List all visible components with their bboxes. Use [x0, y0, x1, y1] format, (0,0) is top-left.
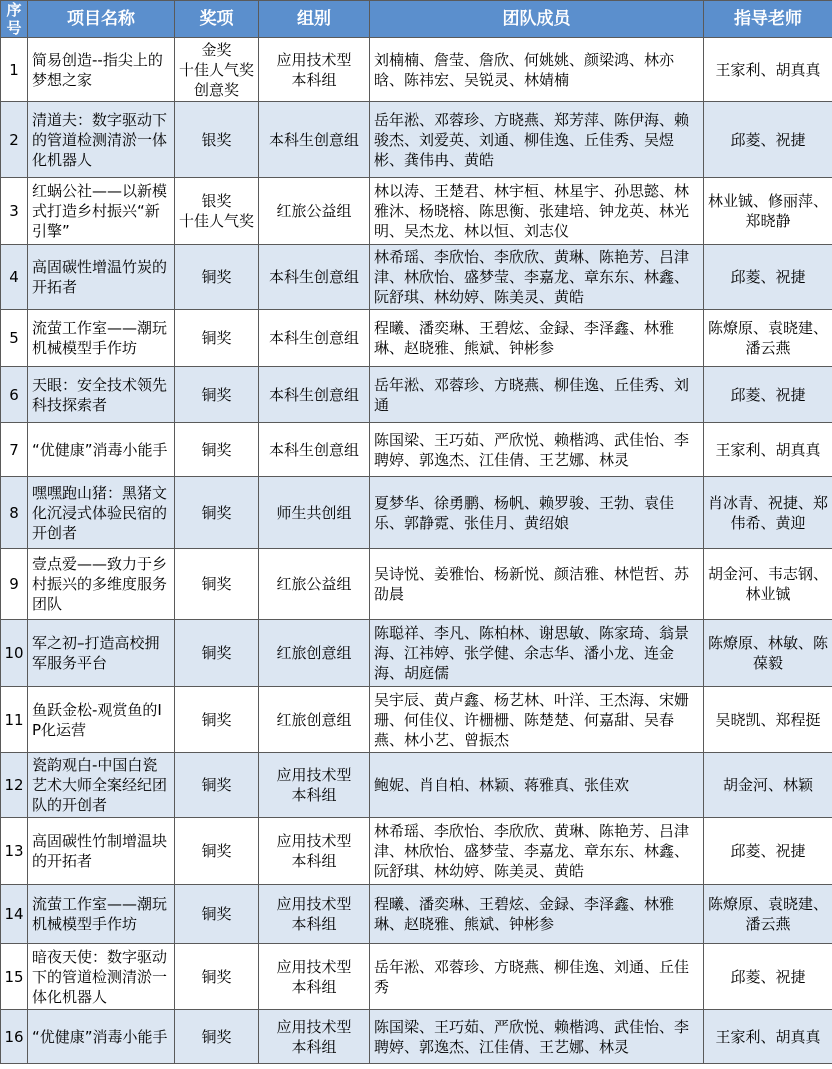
cell-group: 应用技术型 本科组 — [259, 818, 370, 885]
cell-advisors: 王家利、胡真真 — [704, 38, 832, 102]
cell-seq: 6 — [1, 367, 28, 423]
cell-seq: 14 — [1, 885, 28, 944]
cell-project-name: “优健康”消毒小能手 — [28, 423, 175, 477]
table-row — [1, 102, 832, 178]
cell-advisors: 邱菱、祝捷 — [704, 102, 832, 178]
cell-advisors: 邱菱、祝捷 — [704, 245, 832, 310]
cell-project-name: 红蜗公社——以新模式打造乡村振兴“新引擎” — [28, 178, 175, 245]
cell-project-name: 瓷韵观白-中国白瓷艺术大师全案经纪团队的开创者 — [28, 753, 175, 818]
cell-award: 铜奖 — [175, 687, 259, 753]
cell-project-name: 简易创造--指尖上的梦想之家 — [28, 38, 175, 102]
cell-team-members: 程曦、潘奕琳、王碧炫、金録、李泽鑫、林雅琳、赵晓雅、熊斌、钟彬参 — [370, 310, 704, 367]
cell-team-members: 林希瑶、李欣怡、李欣欣、黄琳、陈艳芳、吕津津、林欣怡、盛梦莹、李嘉龙、章东东、林鑫、阮舒琪、林幼婷、陈美灵、黄皓 — [370, 245, 704, 310]
table-row — [1, 620, 832, 687]
cell-team-members: 陈国梁、王巧茹、严欣悦、赖楷鸿、武佳怡、李聘婷、郭逸杰、江佳倩、王艺娜、林灵 — [370, 423, 704, 477]
cell-team-members: 岳年淞、邓蓉珍、方晓燕、郑芳萍、陈伊海、赖骏杰、刘爱英、刘通、柳佳逸、丘佳秀、吴煜彬、龚伟冉、黄皓 — [370, 102, 704, 178]
cell-award: 铜奖 — [175, 620, 259, 687]
header-award: 奖项 — [175, 1, 259, 38]
cell-group: 红旅公益组 — [259, 549, 370, 620]
header-project: 项目名称 — [28, 1, 175, 38]
cell-project-name: 嘿嘿跑山猪：黑猪文化沉浸式体验民宿的开创者 — [28, 477, 175, 549]
cell-team-members: 岳年淞、邓蓉珍、方晓燕、柳佳逸、丘佳秀、刘通 — [370, 367, 704, 423]
cell-advisors: 胡金河、林颖 — [704, 753, 832, 818]
cell-seq: 7 — [1, 423, 28, 477]
cell-group: 应用技术型 本科组 — [259, 885, 370, 944]
cell-project-name: 高固碳性增温竹炭的开拓者 — [28, 245, 175, 310]
cell-project-name: 暗夜天使：数字驱动下的管道检测清淤一体化机器人 — [28, 944, 175, 1010]
cell-advisors: 吴晓凯、郑程挺 — [704, 687, 832, 753]
header-seq: 序号 — [1, 1, 28, 38]
table-row — [1, 885, 832, 944]
cell-seq: 1 — [1, 38, 28, 102]
table-row — [1, 178, 832, 245]
cell-group: 本科生创意组 — [259, 367, 370, 423]
cell-team-members: 夏梦华、徐勇鹏、杨帆、赖罗骏、王勃、袁佳乐、郭静霓、张佳月、黄绍娘 — [370, 477, 704, 549]
cell-advisors: 邱菱、祝捷 — [704, 367, 832, 423]
cell-team-members: 刘楠楠、詹莹、詹欣、何姚姚、颜梁鸿、林亦晗、陈祎宏、吴锐灵、林婧楠 — [370, 38, 704, 102]
table-row — [1, 38, 832, 102]
cell-advisors: 林业铖、修丽萍、郑晓静 — [704, 178, 832, 245]
table-row — [1, 245, 832, 310]
cell-seq: 8 — [1, 477, 28, 549]
table-row — [1, 944, 832, 1010]
cell-team-members: 岳年淞、邓蓉珍、方晓燕、柳佳逸、刘通、丘佳秀 — [370, 944, 704, 1010]
cell-group: 红旅创意组 — [259, 687, 370, 753]
cell-team-members: 鲍妮、肖自柏、林颖、蒋雅真、张佳欢 — [370, 753, 704, 818]
cell-seq: 11 — [1, 687, 28, 753]
cell-group: 本科生创意组 — [259, 102, 370, 178]
cell-group: 红旅创意组 — [259, 620, 370, 687]
cell-award: 铜奖 — [175, 367, 259, 423]
cell-award: 铜奖 — [175, 818, 259, 885]
table-row — [1, 549, 832, 620]
cell-advisors: 陈燎原、林敏、陈葆毅 — [704, 620, 832, 687]
table-row — [1, 818, 832, 885]
cell-project-name: 高固碳性竹制增温块的开拓者 — [28, 818, 175, 885]
cell-project-name: 清道夫：数字驱动下的管道检测清淤一体化机器人 — [28, 102, 175, 178]
cell-award: 铜奖 — [175, 549, 259, 620]
cell-seq: 13 — [1, 818, 28, 885]
table-row — [1, 310, 832, 367]
cell-seq: 15 — [1, 944, 28, 1010]
table-row — [1, 687, 832, 753]
cell-group: 本科生创意组 — [259, 310, 370, 367]
cell-seq: 9 — [1, 549, 28, 620]
table-row — [1, 477, 832, 549]
cell-award: 铜奖 — [175, 310, 259, 367]
cell-award: 铜奖 — [175, 885, 259, 944]
cell-award: 铜奖 — [175, 1010, 259, 1064]
cell-seq: 16 — [1, 1010, 28, 1064]
cell-project-name: 壹点爱——致力于乡村振兴的多维度服务团队 — [28, 549, 175, 620]
header-advisors: 指导老师 — [704, 1, 832, 38]
cell-team-members: 程曦、潘奕琳、王碧炫、金録、李泽鑫、林雅琳、赵晓雅、熊斌、钟彬参 — [370, 885, 704, 944]
cell-team-members: 吴宇辰、黄卢鑫、杨艺林、叶洋、王杰海、宋姗珊、何佳仪、许栅栅、陈楚楚、何嘉甜、吴春燕、林小艺、曾振杰 — [370, 687, 704, 753]
cell-project-name: 军之初–打造高校拥军服务平台 — [28, 620, 175, 687]
cell-group: 应用技术型 本科组 — [259, 753, 370, 818]
cell-seq: 2 — [1, 102, 28, 178]
cell-award: 银奖 十佳人气奖 — [175, 178, 259, 245]
cell-team-members: 林希瑶、李欣怡、李欣欣、黄琳、陈艳芳、吕津津、林欣怡、盛梦莹、李嘉龙、章东东、林鑫、阮舒琪、林幼婷、陈美灵、黄皓 — [370, 818, 704, 885]
header-group: 组别 — [259, 1, 370, 38]
header-members: 团队成员 — [370, 1, 704, 38]
cell-project-name: 流萤工作室——潮玩机械模型手作坊 — [28, 310, 175, 367]
cell-group: 本科生创意组 — [259, 245, 370, 310]
table-row — [1, 367, 832, 423]
cell-award: 铜奖 — [175, 245, 259, 310]
cell-seq: 4 — [1, 245, 28, 310]
cell-group: 师生共创组 — [259, 477, 370, 549]
cell-advisors: 邱菱、祝捷 — [704, 944, 832, 1010]
cell-seq: 5 — [1, 310, 28, 367]
cell-seq: 10 — [1, 620, 28, 687]
cell-advisors: 王家利、胡真真 — [704, 1010, 832, 1064]
cell-award: 金奖 十佳人气奖 创意奖 — [175, 38, 259, 102]
cell-advisors: 陈燎原、袁晓建、潘云燕 — [704, 885, 832, 944]
header-row — [1, 1, 832, 38]
cell-award: 铜奖 — [175, 753, 259, 818]
cell-group: 应用技术型 本科组 — [259, 944, 370, 1010]
cell-award: 铜奖 — [175, 477, 259, 549]
cell-project-name: “优健康”消毒小能手 — [28, 1010, 175, 1064]
cell-advisors: 陈燎原、袁晓建、潘云燕 — [704, 310, 832, 367]
cell-award: 铜奖 — [175, 423, 259, 477]
cell-group: 本科生创意组 — [259, 423, 370, 477]
table-row — [1, 423, 832, 477]
cell-project-name: 天眼：安全技术领先科技探索者 — [28, 367, 175, 423]
cell-advisors: 胡金河、韦志钢、林业铖 — [704, 549, 832, 620]
cell-advisors: 肖冰青、祝捷、郑伟希、黄迎 — [704, 477, 832, 549]
cell-award: 铜奖 — [175, 944, 259, 1010]
cell-group: 红旅公益组 — [259, 178, 370, 245]
cell-seq: 12 — [1, 753, 28, 818]
cell-team-members: 吴诗悦、姜雅怡、杨新悦、颜洁雅、林恺哲、苏劭晨 — [370, 549, 704, 620]
cell-group: 应用技术型 本科组 — [259, 1010, 370, 1064]
cell-team-members: 陈聪祥、李凡、陈柏林、谢思敏、陈家琦、翁景海、江祎婷、张学健、余志华、潘小龙、连金海、胡庭儒 — [370, 620, 704, 687]
cell-award: 银奖 — [175, 102, 259, 178]
cell-seq: 3 — [1, 178, 28, 245]
cell-project-name: 流萤工作室——潮玩机械模型手作坊 — [28, 885, 175, 944]
cell-team-members: 林以涛、王楚君、林宇桓、林星宇、孙思懿、林雅沐、杨晓榕、陈思衡、张建培、钟龙英、林光明、吴杰龙、林以恒、刘志仪 — [370, 178, 704, 245]
cell-advisors: 王家利、胡真真 — [704, 423, 832, 477]
cell-team-members: 陈国梁、王巧茹、严欣悦、赖楷鸿、武佳怡、李聘婷、郭逸杰、江佳倩、王艺娜、林灵 — [370, 1010, 704, 1064]
cell-group: 应用技术型 本科组 — [259, 38, 370, 102]
table-row — [1, 1010, 832, 1064]
cell-project-name: 鱼跃金松-观赏鱼的IP化运营 — [28, 687, 175, 753]
table-row — [1, 753, 832, 818]
cell-advisors: 邱菱、祝捷 — [704, 818, 832, 885]
